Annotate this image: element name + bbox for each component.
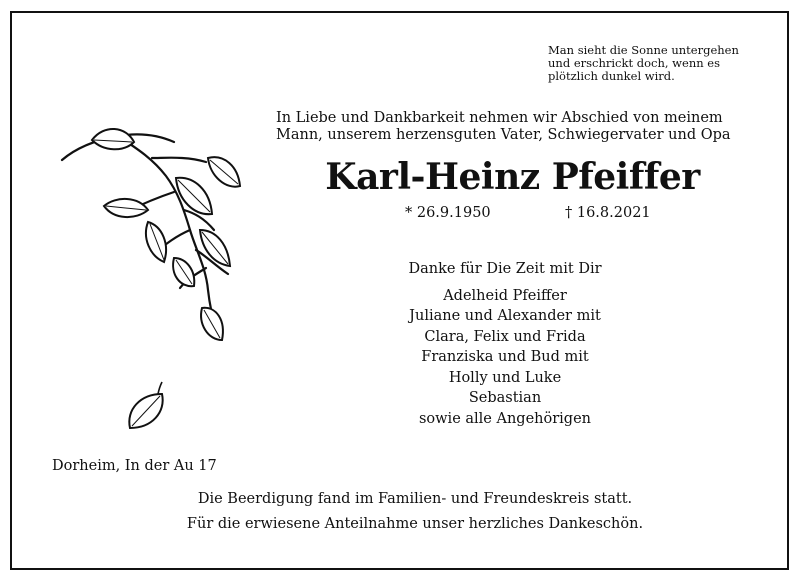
deceased-name: Karl-Heinz Pfeiffer [325,156,700,198]
intro-line: Mann, unserem herzensguten Vater, Schwiegervater und Opa [276,127,731,143]
mourners-line: Juliane und Alexander mit [409,308,601,324]
intro-text [276,110,776,144]
mourners-line: Franziska und Bud mit [421,349,589,365]
birch-branch-icon [56,118,256,358]
intro-line: In Liebe und Dankbarkeit nehmen wir Abschied von meinem [276,110,723,126]
mourners-list [355,259,655,429]
mourners-line: Danke für Die Zeit mit Dir [408,261,602,277]
quote-line: und erschrickt doch, wenn es [548,56,721,70]
quote [548,44,778,83]
mourners-line: sowie alle Angehörigen [418,410,592,427]
falling-leaf-icon [122,380,172,440]
mourners-line: Sebastian [468,390,542,406]
mourners-line: Clara, Felix und Frida [424,328,586,345]
funeral-notice: Die Beerdigung fand im Familien- und Freundeskreis statt. [197,491,633,507]
thanks-notice: Für die erwiesene Anteilnahme unser herzliches Dankeschön. [186,516,644,532]
quote-line: plötzlich dunkel wird. [548,69,675,83]
mourners-line: Holly und Luke [448,369,562,386]
address: Dorheim, In der Au 17 [52,458,217,474]
mourners-line: Adelheid Pfeiffer [443,287,567,304]
birth-date: * 26.9.1950 [405,205,491,221]
death-date: † 16.8.2021 [565,205,651,221]
quote-line: Man sieht die Sonne untergehen [548,43,739,57]
